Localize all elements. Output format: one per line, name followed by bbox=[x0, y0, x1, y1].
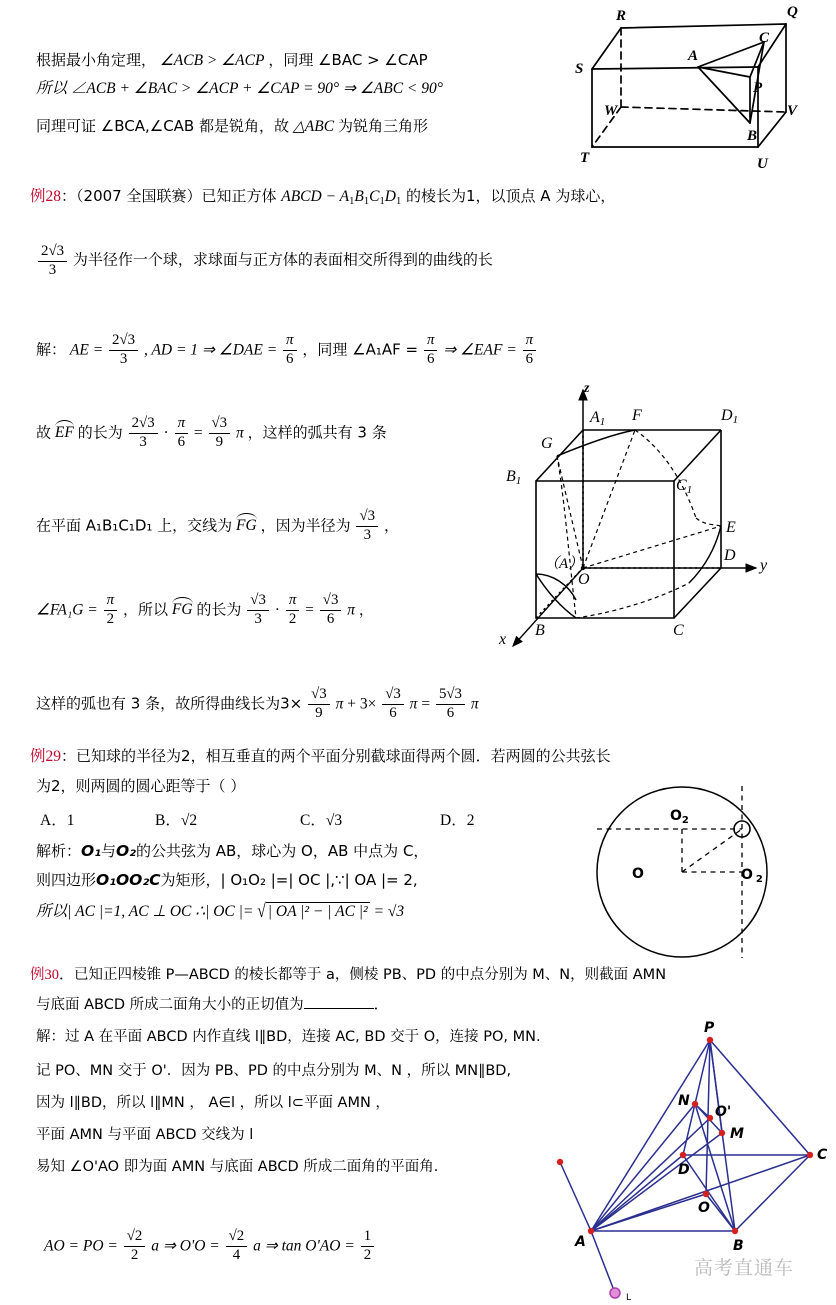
example29-analysis-line1: 解析：O₁与O₂的公共弦为 AB，球心为 O，AB 中点为 C， bbox=[36, 842, 429, 860]
arc-FG-b: FG bbox=[171, 601, 193, 619]
pyramid-label-D: D bbox=[678, 1162, 690, 1178]
pyramid-label-A: A bbox=[575, 1234, 586, 1250]
radical-expression: √ | OA |² − | AC |² bbox=[257, 900, 368, 923]
circle-label-O-center: O bbox=[632, 866, 644, 882]
circle-label-O2-top: $O_2$ bbox=[670, 808, 689, 826]
example28-heading: 例28：（2007 全国联赛）已知正方体 ABCD − $A_1B_1C_1D_1$ 的棱长为1，以顶点 A 为球心， bbox=[30, 187, 616, 207]
example30-solution-line1: 解：过 A 在平面 ABCD 内作直线 l∥BD，连接 AC, BD 交于 O，连接 PO, MN. bbox=[36, 1029, 541, 1045]
arc-FG-a: FG bbox=[236, 517, 257, 535]
point-N bbox=[692, 1101, 698, 1107]
box-label-R: R bbox=[616, 8, 627, 24]
fraction-pi-over-6c: $\frac{\pi}{6}$ bbox=[523, 332, 536, 368]
fraction-root3-over-3a: $\frac{√3}{3}$ bbox=[356, 508, 378, 544]
example28-solution-line-2: 故 EF 的长为 $\frac{2√3}{3}$ · $\frac{\pi}{6}$ = $\frac{√3}{9}$ π ，这样的弧共有 3 条 bbox=[36, 415, 387, 450]
example28-solution-line-4: ∠FA₁G = $\frac{\pi}{2}$ ，所以 FG 的长为 $\frac{√3}{3}$ · $\frac{\pi}{2}$ = $\frac{√3}{6}$ π ， bbox=[36, 592, 374, 627]
box-label-C: C bbox=[759, 30, 770, 46]
box-label-T: T bbox=[580, 150, 590, 166]
fraction-root3-over-9: $\frac{√3}{9}$ bbox=[209, 415, 231, 451]
point-L bbox=[610, 1288, 620, 1298]
point-B bbox=[732, 1228, 738, 1234]
example30-solution-line5: 易知 ∠O'AO 即为面 AMN 与底面 ABCD 所成二面角的平面角. bbox=[36, 1159, 439, 1175]
intro-line-1: 根据最小角定理， ∠ACB > ∠ACP ，同理 ∠BAC > ∠CAP bbox=[36, 51, 428, 69]
point-M bbox=[719, 1130, 725, 1136]
example29-analysis-line2: 则四边形O₁OO₂C为矩形，| O₁O₂ |=| OC |,∵| OA |= 2, bbox=[36, 871, 418, 889]
watermark: 高考直通车 bbox=[694, 1257, 795, 1279]
cube-label-E: E bbox=[726, 519, 736, 536]
fraction-2root3-over-3b: $\frac{2√3}{3}$ bbox=[109, 332, 138, 368]
point-P bbox=[707, 1037, 713, 1043]
example29-option-B: B．√2 bbox=[155, 812, 198, 829]
cube-label-O: O bbox=[578, 571, 590, 588]
fraction-2root3-over-3: $\frac{2√3}{3}$ bbox=[38, 243, 67, 279]
answer-blank bbox=[304, 1008, 374, 1009]
example28-radius-line: $\frac{2√3}{3}$ 为半径作一个球，求球面与正方体的表面相交所得到的曲线的长 bbox=[36, 243, 493, 279]
pyramid-label-L: L bbox=[626, 1293, 632, 1303]
fraction-2root3-over-3c: $\frac{2√3}{3}$ bbox=[129, 415, 158, 451]
axis-label-x: x bbox=[499, 631, 507, 648]
pyramid-label-O: O bbox=[698, 1200, 710, 1216]
fraction-1-over-2: $\frac{1}{2}$ bbox=[361, 1228, 374, 1264]
fraction-root3-over-6b: $\frac{√3}{6}$ bbox=[382, 686, 404, 722]
cube-label-A1: A1 bbox=[590, 409, 606, 428]
point-O bbox=[703, 1191, 709, 1197]
axis-label-z: z bbox=[584, 381, 590, 396]
box-label-W: W bbox=[604, 103, 618, 119]
arc-EF: EF bbox=[54, 424, 74, 442]
pyramid-label-B: B bbox=[733, 1238, 744, 1254]
pyramid-label-C: C bbox=[817, 1147, 828, 1163]
cube-label-G: G bbox=[541, 435, 553, 452]
example29-option-D: D．2 bbox=[440, 812, 475, 829]
point-A bbox=[588, 1228, 594, 1234]
example29-stem-line2: 为2，则两圆的圆心距等于（ ） bbox=[36, 777, 246, 795]
sphere-circle-diagram bbox=[546, 782, 836, 968]
pyramid-label-M: M bbox=[730, 1126, 744, 1142]
example30-stem-line2: 与底面 ABCD 所成二面角大小的正切值为 ． bbox=[36, 995, 389, 1013]
cube-label-D1: D1 bbox=[721, 407, 739, 426]
example28-solution-line-5: 这样的弧也有 3 条，故所得曲线长为3× $\frac{√3}{9}$ π + 3× $\frac{√3}{6}$ π = $\frac{5√3}{6}$ π bbox=[36, 686, 479, 721]
fraction-root3-over-3b: $\frac{√3}{3}$ bbox=[247, 592, 269, 628]
intro-line-3: 同理可证 ∠BCA,∠CAB 都是锐角，故 △ABC 为锐角三角形 bbox=[36, 117, 428, 135]
example30-solution-line3: 因为 l∥BD，所以 l∥MN ， A∈l ，所以 l⊂平面 AMN ， bbox=[36, 1095, 390, 1111]
example30-solution-line4: 平面 AMN 与平面 ABCD 交线为 l bbox=[36, 1127, 254, 1143]
point-D bbox=[680, 1152, 686, 1158]
example29-option-A: A．1 bbox=[40, 812, 75, 829]
fraction-root2-over-4: $\frac{√2}{4}$ bbox=[226, 1228, 248, 1264]
example28-solution-line-1: 解： AE = $\frac{2√3}{3}$ , AD = 1 ⇒ ∠DAE = $\frac{\pi}{6}$ ，同理 ∠A₁AF = $\frac{\pi}{6}$ ⇒ ∠EAF = $\frac{\pi}{6}$ bbox=[36, 332, 538, 368]
fraction-pi-over-6b: $\frac{\pi}{6}$ bbox=[424, 332, 437, 368]
box-label-Q: Q bbox=[787, 4, 798, 20]
cube-sphere-diagram bbox=[468, 378, 836, 660]
cube-label-C1: C1 bbox=[676, 477, 693, 496]
box-label-P: P bbox=[753, 80, 763, 96]
cube-label-C: C bbox=[673, 622, 684, 639]
pyramid-label-P: P bbox=[704, 1020, 715, 1036]
point-Oprime bbox=[707, 1115, 713, 1121]
axis-label-y: y bbox=[760, 557, 768, 574]
box-label-V: V bbox=[787, 103, 798, 119]
example30-solution-line2: 记 PO、MN 交于 O'．因为 PB、PD 的中点分别为 M、N ，所以 MN∥BD, bbox=[36, 1063, 512, 1079]
fraction-pi-over-6a: $\frac{\pi}{6}$ bbox=[283, 332, 296, 368]
cube-label-D: D bbox=[724, 547, 736, 564]
fraction-root2-over-2: $\frac{√2}{2}$ bbox=[124, 1228, 146, 1264]
example28-solution-line-3: 在平面 A₁B₁C₁D₁ 上，交线为 FG ，因为半径为 $\frac{√3}{3}$ ， bbox=[36, 508, 399, 543]
box-label-B: B bbox=[747, 128, 758, 144]
cube-label-B1: B1 bbox=[506, 468, 522, 487]
cube-label-A: （A） bbox=[544, 556, 584, 572]
point-l-top bbox=[557, 1159, 563, 1165]
example29-analysis-line3: 所以| AC |=1, AC ⊥ OC ∴| OC |= √ | OA |² − | AC |² = √3 bbox=[36, 900, 405, 923]
fraction-root3-over-6: $\frac{√3}{6}$ bbox=[320, 592, 342, 628]
fraction-pi-over-6d: $\frac{\pi}{6}$ bbox=[175, 415, 188, 451]
box-label-S: S bbox=[575, 61, 584, 77]
circle-label-O2-right: O $_2$ bbox=[741, 867, 763, 885]
box-label-U: U bbox=[757, 156, 768, 172]
cube-label-F: F bbox=[632, 407, 642, 424]
fraction-root3-over-9b: $\frac{√3}{9}$ bbox=[308, 686, 330, 722]
pyramid-label-Oprime: O' bbox=[715, 1104, 732, 1120]
fraction-pi-over-2a: $\frac{\pi}{2}$ bbox=[104, 592, 117, 628]
example29-option-C: C．√3 bbox=[300, 812, 343, 829]
example30-heading: 例30．已知正四棱锥 P—ABCD 的棱长都等于 a，侧棱 PB、PD 的中点分别为 M、N，则截面 AMN bbox=[30, 965, 667, 983]
cube-label-B: B bbox=[535, 622, 545, 639]
intro-line-2: 所以 ∠ACB + ∠BAC > ∠ACP + ∠CAP = 90° ⇒ ∠ABC < 90° bbox=[36, 80, 443, 97]
fraction-5root3-over-6: $\frac{5√3}{6}$ bbox=[436, 686, 465, 722]
fraction-pi-over-2b: $\frac{\pi}{2}$ bbox=[286, 592, 299, 628]
example30-final-formula: AO = PO = $\frac{√2}{2}$ a ⇒ O'O = $\frac{√2}{4}$ a ⇒ tan O'AO = $\frac{1}{2}$ bbox=[44, 1228, 376, 1264]
pyramid-label-N: N bbox=[678, 1093, 690, 1109]
rectangular-box-diagram bbox=[568, 2, 836, 174]
box-label-A: A bbox=[688, 48, 699, 64]
point-C bbox=[807, 1152, 813, 1158]
example29-heading: 例29：已知球的半径为2，相互垂直的两个平面分别截球面得两个圆．若两圆的公共弦长 bbox=[30, 747, 611, 765]
